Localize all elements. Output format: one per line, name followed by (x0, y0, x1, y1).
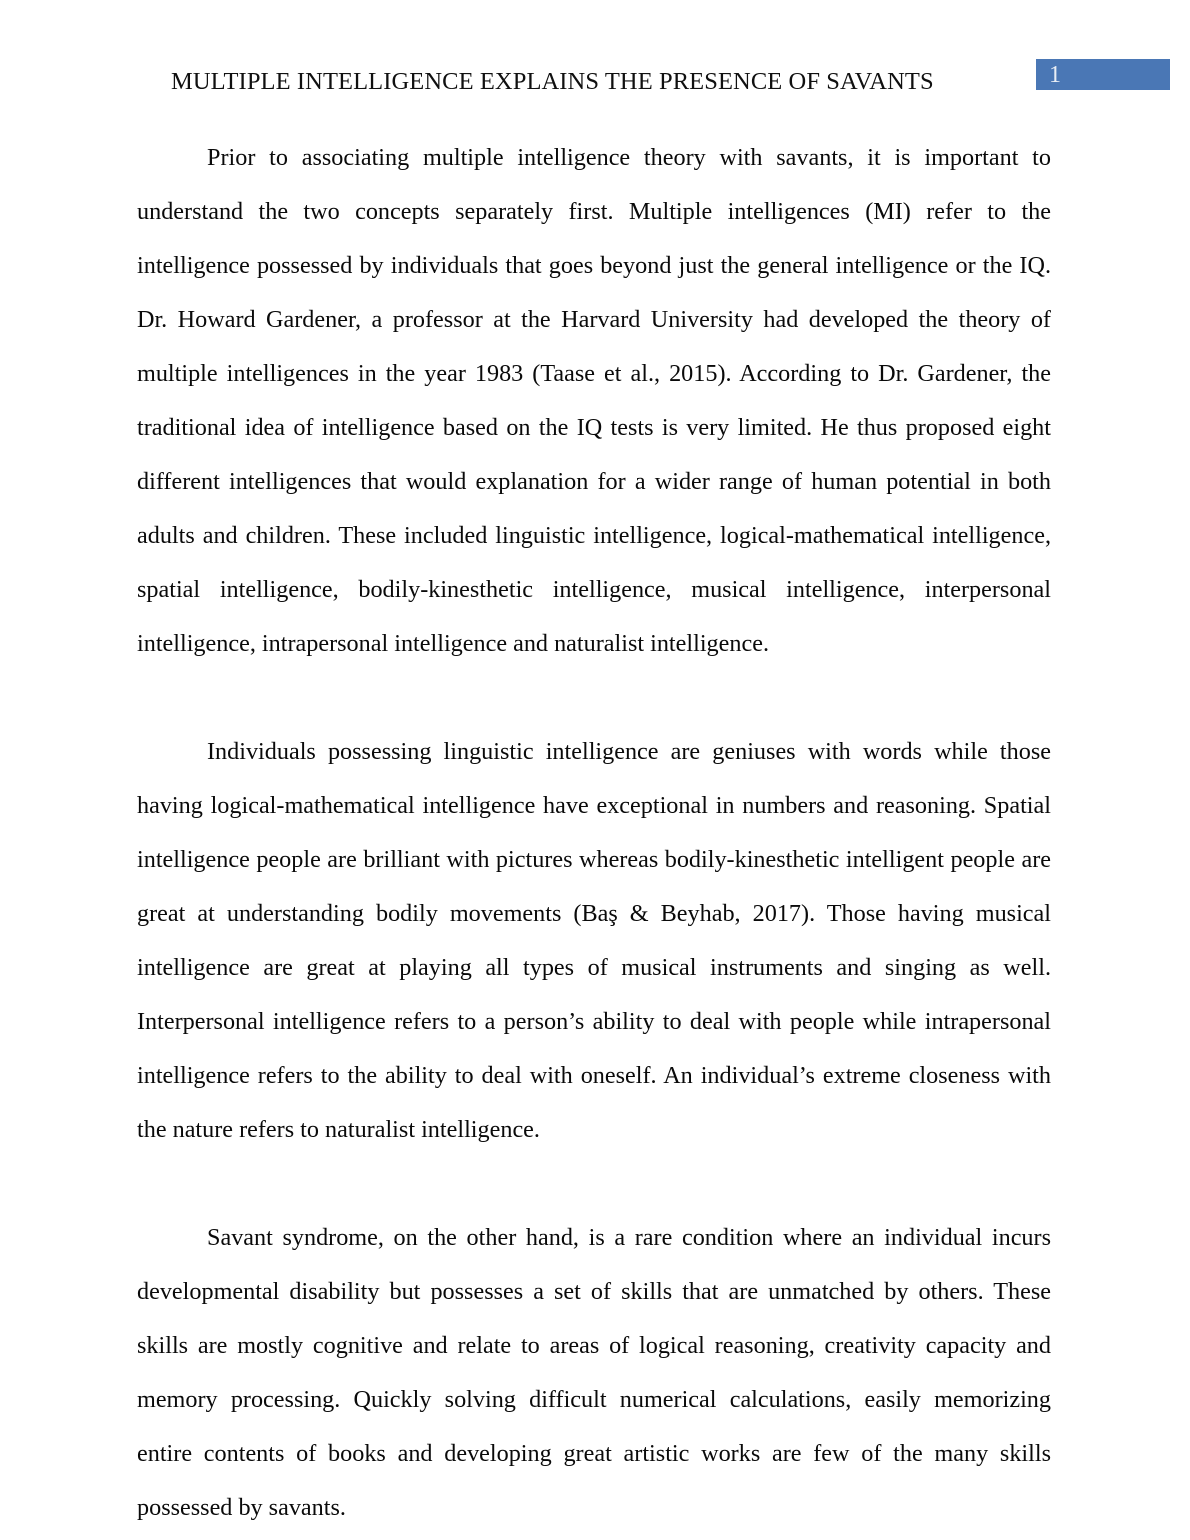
body-paragraph-3: Savant syndrome, on the other hand, is a rare condition where an individual incurs developmental disability but possesses a set of skills that are unmatched by others. These skills are mostly cognitive and relate to areas of logical reasoning, creativity capacity and memory processing. Quickly solving difficult numerical calculations, easily memorizing entire contents of books and developing great artistic works are few of the many skills possessed by savants. (137, 1224, 1051, 1521)
page-title: MULTIPLE INTELLIGENCE EXPLAINS THE PRESENCE OF SAVANTS (171, 68, 934, 95)
body-paragraph-1: Prior to associating multiple intelligence theory with savants, it is important to understand the two concepts separately first. Multiple intelligences (MI) refer to the intelligence possessed by individuals that goes beyond just the general intelligence or the IQ. Dr. Howard Gardener, a professor at the Harvard University had developed the theory of multiple intelligences in the year 1983 (Taase et al., 2015). According to Dr. Gardener, the traditional idea of intelligence based on the IQ tests is very limited. He thus proposed eight different intelligences that would explanation for a wider range of human potential in both adults and children. These included linguistic intelligence, logical-mathematical intelligence, spatial intelligence, bodily-kinesthetic intelligence, musical intelligence, interpersonal intelligence, intrapersonal intelligence and naturalist intelligence. (137, 144, 1051, 657)
page-number-value: 1 (1049, 62, 1061, 88)
running-header (0, 0, 1190, 118)
page-number-badge (1036, 59, 1170, 90)
document-body (137, 131, 1051, 1535)
body-paragraph-2: Individuals possessing linguistic intelligence are geniuses with words while those having logical-mathematical intelligence have exceptional in numbers and reasoning. Spatial intelligence people are brilliant with pictures whereas bodily-kinesthetic intelligent people are great at understanding bodily movements (Baş & Beyhab, 2017). Those having musical intelligence are great at playing all types of musical instruments and singing as well. Interpersonal intelligence refers to a person’s ability to deal with people while intrapersonal intelligence refers to the ability to deal with oneself. An individual’s extreme closeness with the nature refers to naturalist intelligence. (137, 738, 1051, 1143)
